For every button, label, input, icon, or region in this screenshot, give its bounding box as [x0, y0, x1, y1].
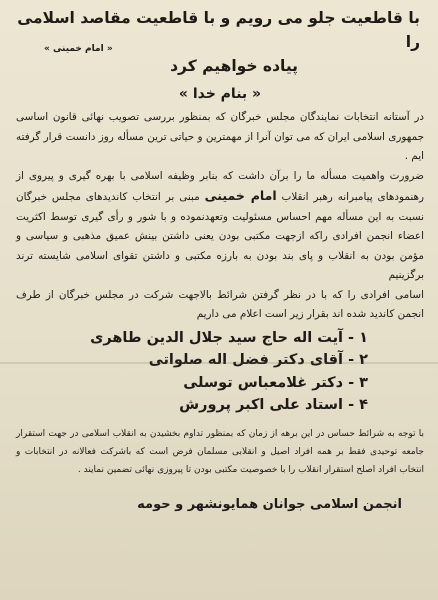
headline-line-2: پیاده خواهیم کرد [170, 57, 298, 75]
candidate-item: ۱ - آیت اله حاج سید جلال الدین طاهری [90, 329, 368, 346]
candidate-item: ۳ - دکتر غلامعباس توسلی [183, 374, 368, 391]
paragraph-purpose-part-2: مبنی بر انتخاب کاندیدهای مجلس خبرگان نسبت به این مسأله مهم احساس مسئولیت وتعهدنموده و با شور و رأی گیری توسط اکثریت اعضاء انجمن افرادی راکه ازجهت مکتبی بودن یعنی داشتن بینش عمیق مذهبی و سیاسی و مؤمن بودن به انقلاب و پای بند بودن به بارزه مکتبی و داشتن تقوای اسلامی شایسته ترند برگزینیم [16, 191, 424, 281]
signature: انجمن اسلامی جوانان همایونشهر و حومه [137, 496, 402, 512]
paragraph-announcement: اسامی افرادی را که با در نظر گرفتن شرائط بالاجهت شرکت در مجلس خبرگان از طرف انجمن کاندید شده اند بقرار زیر است اعلام می داریم [16, 288, 424, 320]
candidate-list [16, 327, 424, 417]
paragraph-purpose [16, 167, 424, 286]
headline-attribution: « امام خمینی » [44, 44, 113, 54]
paragraph-purpose-part-1: ضرورت واهمیت مسأله ما را برآن داشت که بنابر وظیفه اسلامی با بهره گیری و پیروی از رهنمودهای پیامبرانه رهبر انقلاب [16, 169, 424, 203]
paragraph-intro: در آستانه انتخابات نمایندگان مجلس خبرگان که بمنظور بررسی تصویب نهائی قانون اساسی جمهوری اسلامی ایران که می توان آنرا از مهمترین و حیاتی ترین مسأله روز دانست قرار گرفته ایم . [16, 111, 424, 162]
closing-note: با توجه به شرائط حساس در این برهه از زمان که بمنظور تداوم بخشیدن به انقلاب اسلامی در جهت استقرار جامعه توحیدی فقط بر همه افراد اصیل و انقلابی مسلمان فرض است که باشرکت فعالانه در انتخابات و انتخاب افراد اصلح استقرار انقلاب را با خصوصیت مکتبی بودن تا پیروزی نهائی تضمین نمایند . [16, 428, 424, 475]
candidate-item: ۴ - استاد علی اکبر پرورش [179, 397, 368, 413]
invocation: « بنام خدا » [178, 86, 262, 102]
headline-line-1: با قاطعیت جلو می رویم و با قاطعیت مقاصد اسلامی را [17, 9, 420, 51]
candidate-item: ۲ - آقای دکتر فضل اله صلواتی [148, 352, 368, 368]
paper-fold-line [0, 362, 438, 364]
leader-name: امام خمینی [204, 188, 277, 203]
